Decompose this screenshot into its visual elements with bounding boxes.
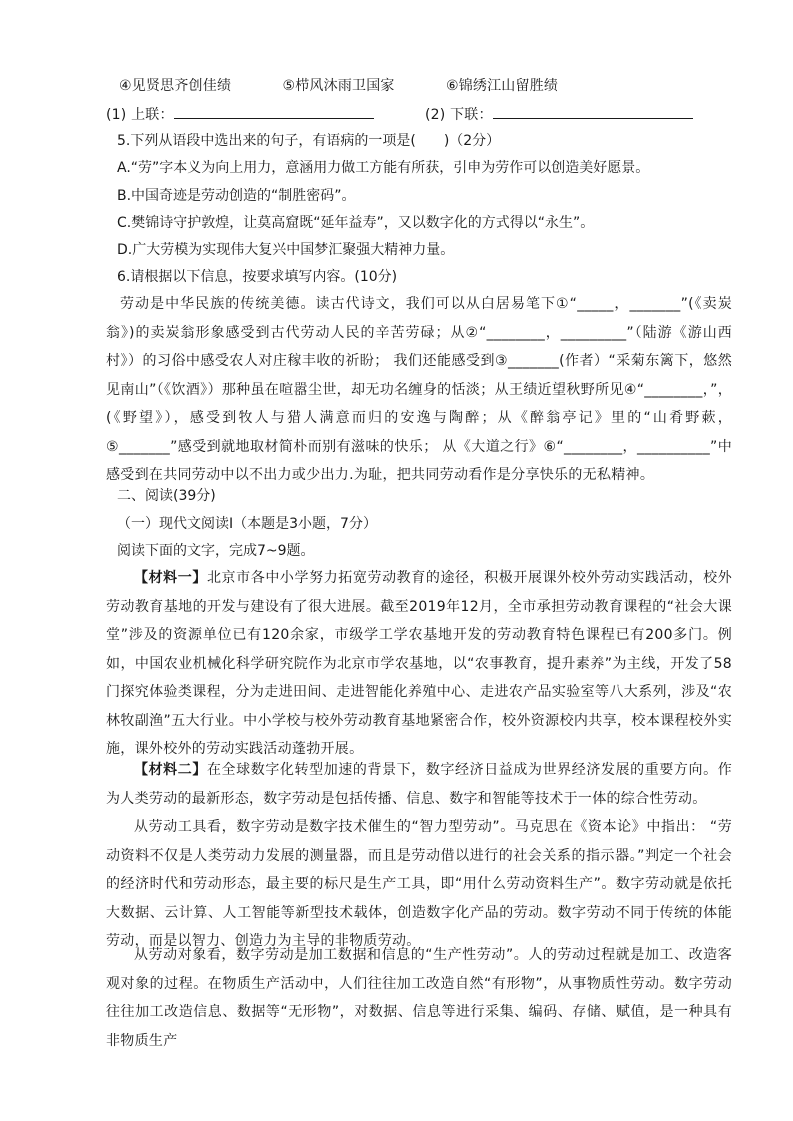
material-2-paragraph-1	[106, 756, 732, 813]
material-1-text: 北京市各中小学努力拓宽劳动教育的途径，积极开展课外校外劳动实践活动，校外劳动教育基地的开发与建设有了很大进展。截至2019年12月，全市承担劳动教育课程的“社会大课堂”涉及的资源单位已有120余家，市级学工学农基地开发的劳动教育特色课程已有200多门。例如，中国农业机械化科学研究院作为北京市学农基地，以“农事教育，提升素养”为主线，开发了58门探究体验类课程，分为走进田间、走进智能化养殖中心、走进农产品实验室等八大系列，涉及“农林牧副渔”五大行业。中小学校与校外劳动教育基地紧密合作，校外资源校内共享，校本课程校外实施，课外校外的劳动实践活动蓬勃开展。	[106, 570, 732, 757]
question-6-stem: 6.请根据以下信息，按要求填写内容。(10分)	[117, 269, 398, 285]
question-5-stem: 5.下列从语段中选出来的句子，有语病的一项是( )（2分）	[117, 133, 501, 149]
lower-couplet-blank[interactable]	[493, 104, 693, 119]
option-4: ④见贤思齐创佳绩	[119, 78, 232, 94]
material-1-paragraph	[106, 564, 732, 764]
couplet-blanks-row	[106, 104, 731, 125]
option-6: ⑥锦绣江山留胜绩	[445, 78, 559, 94]
couplet-options-row	[119, 76, 731, 96]
material-2-label: 【材料二】	[134, 762, 207, 778]
material-2-text: 在全球数字化转型加速的背景下，数字经济日益成为世界经济发展的重要方向。作为人类劳动的最新形态，数字劳动是包括传播、信息、数字和智能等技术于一体的综合性劳动。	[106, 762, 732, 807]
upper-couplet-label: (1) 上联：	[106, 107, 174, 123]
upper-couplet-blank[interactable]	[174, 104, 374, 119]
material-1-label: 【材料一】	[134, 570, 207, 586]
section-2-instruction: 阅读下面的文字，完成7~9题。	[117, 543, 315, 559]
section-2-title: 二、阅读(39分)	[117, 488, 216, 504]
section-2-subtitle: （一）现代文阅读Ⅰ（本题是3小题，7分）	[117, 516, 377, 532]
question-5-option-a[interactable]: A.“劳”字本义为向上用力，意涵用力做工方能有所获，引申为劳作可以创造美好愿景。	[117, 160, 650, 176]
lower-couplet-label: (2) 下联：	[425, 107, 493, 123]
question-6-passage: 劳动是中华民族的传统美德。读古代诗文，我们可以从白居易笔下①“_____，_______”(《卖炭翁》)的卖炭翁形象感受到古代劳动人民的辛苦劳碌；从②“________，_________”（陆游《游山西村》）的习俗中感受农人对庄稼丰收的祈盼； 我们还能感受到③_______(作者）“采菊东篱下，悠然见南山”（《饮酒》）那种虽在喧嚣尘世，却无功名缠身的恬淡；从王绩近望秋野所见④“________，”，(《野望》），感受到牧人与猎人满意而归的安逸与陶醉；从《醉翁亭记》里的“山肴野蔌，⑤_______”感受到就地取材简朴而别有滋味的快乐； 从《大道之行》⑥“________，__________”中感受到在共同劳动中以不出力或少出力.为耻，把共同劳动看作是分享快乐的无私精神。	[106, 296, 732, 483]
question-5-option-b[interactable]: B.中国奇迹是劳动创造的“制胜密码”。	[117, 188, 356, 204]
question-5-option-c[interactable]: C.樊锦诗守护敦煌，让莫高窟既“延年益寿”，又以数字化的方式得以“永生”。	[117, 215, 595, 231]
option-5: ⑤栉风沐雨卫国家	[282, 78, 395, 94]
material-2-paragraph-3: 从劳动对象看，数字劳动是加工数据和信息的“生产性劳动”。人的劳动过程就是加工、改造客观对象的过程。在物质生产活动中，人们往往加工改造自然“有形物”，从事物质性劳动。数字劳动往往加工改造信息、数据等“无形物”，对数据、信息等进行采集、编码、存储、赋值，是一种具有非物质生产	[106, 947, 732, 1049]
material-2-paragraph-2: 从劳动工具看，数字劳动是数字技术催生的“智力型劳动”。马克思在《资本论》中指出： “劳动资料不仅是人类劳动力发展的测量器，而且是劳动借以进行的社会关系的指示器。”判定一个社会的经济时代和劳动形态，最主要的标尺是生产工具，即“用什么劳动资料生产”。数字劳动就是依托大数据、云计算、人工智能等新型技术载体，创造数字化产品的劳动。数字劳动不同于传统的体能劳动，而是以智力、创造力为主导的非物质劳动。	[106, 819, 732, 949]
question-5-option-d[interactable]: D.广大劳模为实现伟大复兴中国梦汇聚强大精神力量。	[117, 242, 455, 258]
